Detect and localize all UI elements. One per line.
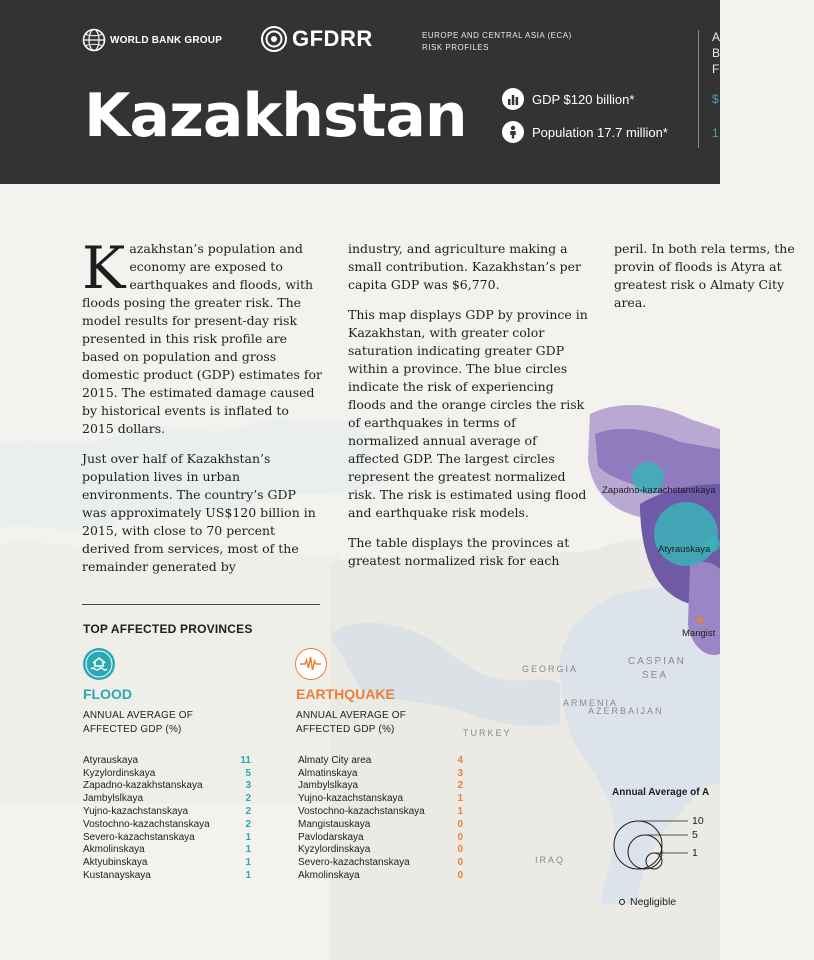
flood-table-row xyxy=(83,780,251,793)
text-column-3 xyxy=(614,240,814,324)
drop-cap: K xyxy=(82,234,126,302)
earthquake-table-row xyxy=(298,844,463,857)
earthquake-affected-gdp-value: 0 xyxy=(457,831,463,843)
earthquake-affected-gdp-value: 0 xyxy=(457,818,463,830)
map-label-georgia: GEORGIA xyxy=(522,664,579,674)
earthquake-province-name: Vostochno-kazachstanskaya xyxy=(298,806,425,818)
flood-affected-gdp-value: 2 xyxy=(245,793,251,805)
series-title xyxy=(422,30,572,54)
flood-table-row xyxy=(83,754,251,767)
earthquake-affected-gdp-value: 1 xyxy=(457,793,463,805)
earthquake-table-row xyxy=(298,805,463,818)
map-label-caspian: CASPIAN xyxy=(628,656,686,667)
earthquake-table-row xyxy=(298,869,463,882)
flood-province-name: Jambylslkaya xyxy=(83,793,144,805)
flood-province-name: Akmolinskaya xyxy=(83,844,145,856)
flood-affected-gdp-value: 1 xyxy=(245,870,251,882)
earthquake-subtitle-line-2: AFFECTED GDP (%) xyxy=(296,724,395,735)
earthquake-affected-gdp-value: 2 xyxy=(457,780,463,792)
flood-table-row xyxy=(83,805,251,818)
earthquake-province-name: Mangistauskaya xyxy=(298,818,371,830)
earthquake-table-row xyxy=(298,767,463,780)
map-label-iraq: IRAQ xyxy=(535,855,566,865)
map-label-atyrau: Atyrauskaya xyxy=(658,544,711,555)
map-description-paragraph: This map displays GDP by province in Kazakhstan, with greater color saturation indicating greater GDP within a province. The blue circles indicate the risk of experiencing floods and the orange circles the risk of earthquakes in terms of normalized annual average of affected GDP. The largest circles represent the greatest normalized risk. The risk is estimated using flood and earthquake risk models. xyxy=(348,307,588,520)
flood-affected-gdp-value: 2 xyxy=(245,806,251,818)
earthquake-affected-gdp-value: 1 xyxy=(457,806,463,818)
flood-table-row xyxy=(83,844,251,857)
earthquake-affected-gdp-value: 3 xyxy=(457,767,463,779)
earthquake-province-name: Akmolinskaya xyxy=(298,870,360,882)
legend-value-5: 5 xyxy=(692,829,698,841)
header-banner xyxy=(0,0,720,184)
earthquake-province-name: Almaty City area xyxy=(298,754,372,766)
table-description-paragraph: The table displays the provinces at greatest normalized risk for each xyxy=(348,535,570,568)
flood-table-row xyxy=(83,818,251,831)
org-name-world-bank: WORLD BANK GROUP xyxy=(110,34,223,46)
flood-affected-gdp-value: 5 xyxy=(245,767,251,779)
earthquake-affected-gdp-value: 0 xyxy=(457,844,463,856)
gfdrr-logo[interactable] xyxy=(260,25,373,53)
earthquake-table-row xyxy=(298,754,463,767)
flood-affected-gdp-value: 2 xyxy=(245,818,251,830)
earthquake-table xyxy=(298,754,463,882)
flood-table-row xyxy=(83,856,251,869)
flood-province-name: Aktyubinskaya xyxy=(83,857,148,869)
flood-province-name: Yujno-kazachstanskaya xyxy=(83,806,189,818)
map-label-turkey: TURKEY xyxy=(463,728,512,738)
earthquake-table-row xyxy=(298,856,463,869)
flood-table xyxy=(83,754,251,882)
gfdrr-emblem-icon xyxy=(260,25,288,53)
world-bank-logo[interactable] xyxy=(82,28,222,52)
earthquake-table-row xyxy=(298,818,463,831)
urban-paragraph: Just over half of Kazakhstan’s population lives in urban environments. The country’s GDP was approximately US$120 billion in 2015, with close to 70 percent derived from services, most of the remainder generated by xyxy=(82,451,316,574)
flood-icon xyxy=(83,648,115,680)
flood-affected-gdp-value: 3 xyxy=(245,780,251,792)
flood-title: FLOOD xyxy=(83,686,132,702)
map-label-sea: SEA xyxy=(642,670,669,681)
earthquake-table-row xyxy=(298,792,463,805)
earthquake-subtitle-line-1: ANNUAL AVERAGE OF xyxy=(296,710,407,721)
risk-summary-paragraph: peril. In both rela terms, the provin of floods is Atyra at greatest risk o Almaty City area. xyxy=(614,241,795,310)
flood-province-name: Zapadno-kazakhstanskaya xyxy=(83,780,203,792)
legend-title: Annual Average of A xyxy=(612,787,710,798)
legend-value-1: 1 xyxy=(692,847,698,859)
flood-affected-gdp-value: 1 xyxy=(245,831,251,843)
section-divider xyxy=(82,604,320,605)
earthquake-icon xyxy=(295,648,327,680)
map-label-zapadno: Zapadno-kazachstanskaya xyxy=(602,485,716,496)
flood-table-row xyxy=(83,869,251,882)
globe-icon xyxy=(82,28,106,52)
legend-value-10: 10 xyxy=(692,815,704,827)
text-column-1 xyxy=(82,234,322,588)
header-divider xyxy=(698,30,699,148)
map-label-armenia: ARMENIA xyxy=(563,698,619,708)
intro-paragraph xyxy=(82,234,322,438)
population-stat xyxy=(502,121,668,143)
earthquake-subtitle xyxy=(296,709,406,737)
text-column-2 xyxy=(348,240,588,582)
earthquake-province-name: Kyzylordinskaya xyxy=(298,844,371,856)
gdp-label: GDP $120 billion* xyxy=(532,91,635,107)
earthquake-province-name: Almatinskaya xyxy=(298,767,358,779)
earthquake-title: EARTHQUAKE xyxy=(296,686,395,702)
population-label: Population 17.7 million* xyxy=(532,124,668,140)
map-label-mangist: Mangist xyxy=(682,628,716,639)
cut-text-f: F xyxy=(712,62,720,76)
flood-province-name: Kyzylordinskaya xyxy=(83,767,156,779)
legend-negligible: Negligible xyxy=(630,896,677,908)
series-line-1: EUROPE AND CENTRAL ASIA (ECA) xyxy=(422,31,572,40)
series-line-2: RISK PROFILES xyxy=(422,43,489,52)
cut-text-a: A xyxy=(712,30,721,44)
flood-province-name: Atyrauskaya xyxy=(83,754,139,766)
earthquake-province-name: Severo-kazachstanskaya xyxy=(298,857,410,869)
flood-affected-gdp-value: 1 xyxy=(245,844,251,856)
earthquake-affected-gdp-value: 0 xyxy=(457,857,463,869)
flood-province-name: Kustanayskaya xyxy=(83,870,151,882)
top-affected-title: TOP AFFECTED PROVINCES xyxy=(83,622,253,636)
flood-subtitle xyxy=(83,709,193,737)
earthquake-province-name: Jambylslkaya xyxy=(298,780,359,792)
flood-subtitle-line-1: ANNUAL AVERAGE OF xyxy=(83,710,194,721)
cut-value-dollar: $ xyxy=(712,92,719,106)
gdp-stat xyxy=(502,88,634,110)
earthquake-affected-gdp-value: 0 xyxy=(457,870,463,882)
intro-text: azakhstan’s population and economy are exposed to earthquakes and floods, with floods posing the greater risk. The model results for present-day risk presented in this risk profile are based on population and gross domestic product (GDP) estimates for 2015. The estimated damage caused by historical events is inflated to 2015 dollars. xyxy=(82,241,322,436)
flood-table-row xyxy=(83,767,251,780)
flood-subtitle-line-2: AFFECTED GDP (%) xyxy=(83,724,182,735)
cut-value-one: 1 xyxy=(712,126,719,140)
economy-paragraph: industry, and agriculture making a small contribution. Kazakhstan’s per capita GDP was $6,770. xyxy=(348,241,581,292)
earthquake-affected-gdp-value: 4 xyxy=(457,754,463,766)
cut-text-b: B xyxy=(712,46,721,60)
flood-table-row xyxy=(83,792,251,805)
flood-province-name: Severo-kazachstanskaya xyxy=(83,831,195,843)
flood-table-row xyxy=(83,831,251,844)
person-icon xyxy=(502,121,524,143)
flood-province-name: Vostochno-kazachstanskaya xyxy=(83,818,210,830)
page-title: Kazakhstan xyxy=(84,81,467,151)
earthquake-province-name: Pavlodarskaya xyxy=(298,831,364,843)
earthquake-table-row xyxy=(298,831,463,844)
org-name-gfdrr: GFDRR xyxy=(292,26,373,51)
earthquake-table-row xyxy=(298,780,463,793)
map-label-azerbaijan: AZERBAIJAN xyxy=(588,706,664,716)
flood-affected-gdp-value: 1 xyxy=(245,857,251,869)
earthquake-province-name: Yujno-kazachstanskaya xyxy=(298,793,404,805)
flood-affected-gdp-value: 11 xyxy=(240,754,251,766)
bar-chart-icon xyxy=(502,88,524,110)
